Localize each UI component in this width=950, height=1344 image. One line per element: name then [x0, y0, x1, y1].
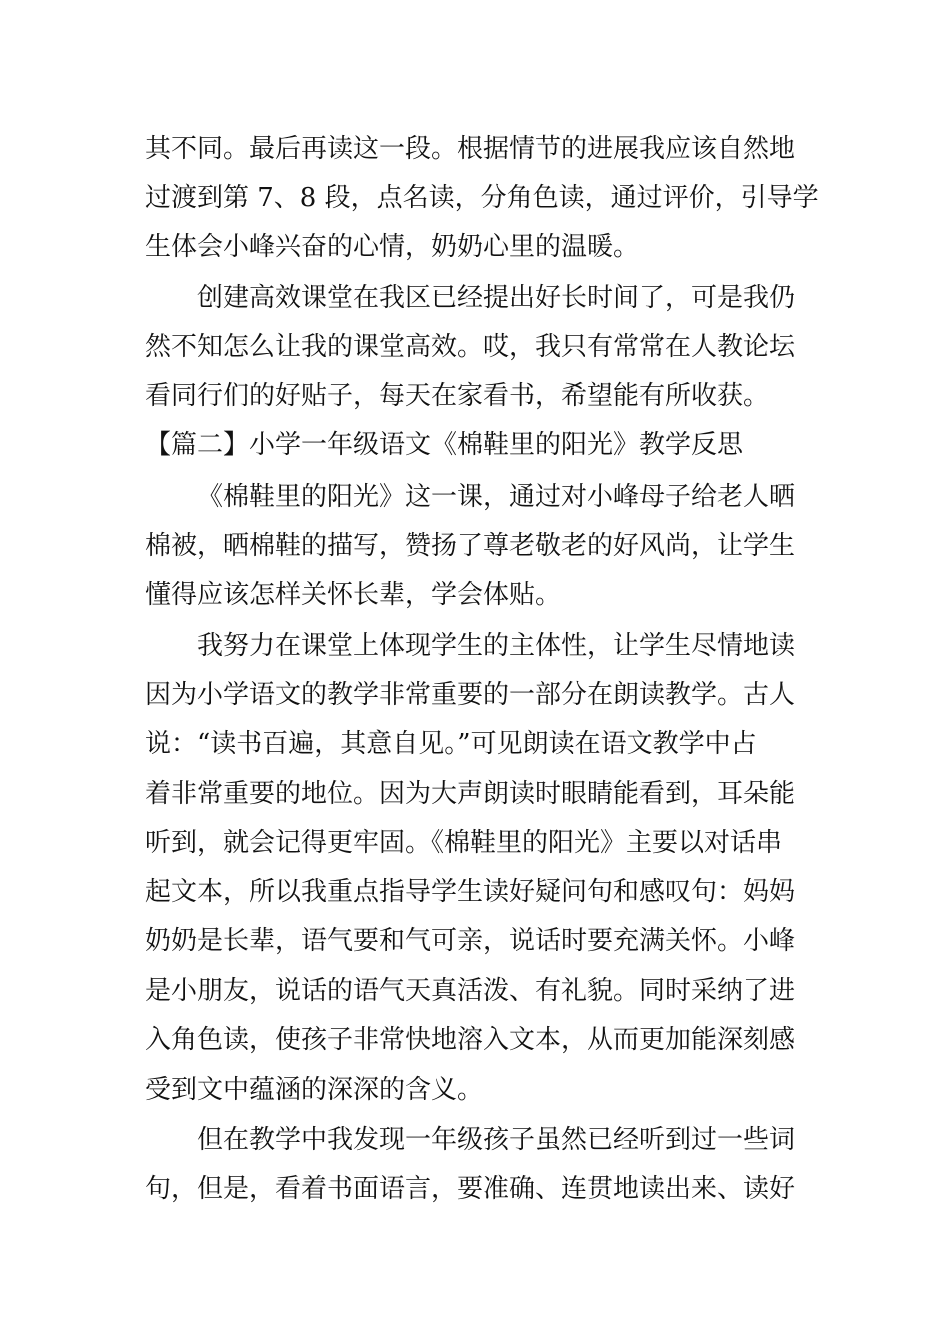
paragraph-5-line-2: 句，但是，看着书面语言，要准确、连贯地读出来、读好 [145, 1174, 796, 1204]
paragraph-4-line-1: 我努力在课堂上体现学生的主体性，让学生尽情地读 [197, 631, 796, 661]
paragraph-4-line-6: 起文本，所以我重点指导学生读好疑问句和感叹句：妈妈 [145, 877, 796, 907]
paragraph-3-line-3: 懂得应该怎样关怀长辈，学会体贴。 [145, 580, 562, 610]
paragraph-4-line-2: 因为小学语文的教学非常重要的一部分在朗读教学。古人 [145, 680, 796, 710]
paragraph-1-line-2: 过渡到第 7、8 段，点名读，分角色读，通过评价，引导学 [145, 183, 819, 213]
paragraph-4-line-5: 听到，就会记得更牢固。《棉鞋里的阳光》主要以对话串 [145, 828, 783, 858]
paragraph-4-line-7: 奶奶是长辈，语气要和气可亲，说话时要充满关怀。小峰 [145, 926, 796, 956]
paragraph-3-line-1: 《棉鞋里的阳光》这一课，通过对小峰母子给老人晒 [197, 482, 796, 512]
paragraph-3-line-2: 棉被，晒棉鞋的描写，赞扬了尊老敬老的好风尚，让学生 [145, 531, 796, 561]
paragraph-4-line-8: 是小朋友，说话的语气天真活泼、有礼貌。同时采纳了进 [145, 976, 796, 1006]
section-heading: 【篇二】小学一年级语文《棉鞋里的阳光》教学反思 [145, 430, 744, 460]
paragraph-1-line-3: 生体会小峰兴奋的心情，奶奶心里的温暖。 [145, 232, 640, 262]
paragraph-2-line-2: 然不知怎么让我的课堂高效。哎，我只有常常在人教论坛 [145, 332, 796, 362]
paragraph-5-line-1: 但在教学中我发现一年级孩子虽然已经听到过一些词 [197, 1125, 796, 1155]
paragraph-4-line-9: 入角色读，使孩子非常快地溶入文本，从而更加能深刻感 [145, 1025, 796, 1055]
paragraph-4-line-4: 着非常重要的地位。因为大声朗读时眼睛能看到，耳朵能 [145, 779, 796, 809]
paragraph-1-line-1: 其不同。最后再读这一段。根据情节的进展我应该自然地 [145, 134, 796, 164]
paragraph-2-line-3: 看同行们的好贴子，每天在家看书，希望能有所收获。 [145, 381, 770, 411]
paragraph-4-line-3: 说：“读书百遍，其意自见。”可见朗读在语文教学中占 [145, 729, 757, 759]
paragraph-4-line-10: 受到文中蕴涵的深深的含义。 [145, 1075, 484, 1105]
paragraph-2-line-1: 创建高效课堂在我区已经提出好长时间了，可是我仍 [197, 283, 796, 313]
